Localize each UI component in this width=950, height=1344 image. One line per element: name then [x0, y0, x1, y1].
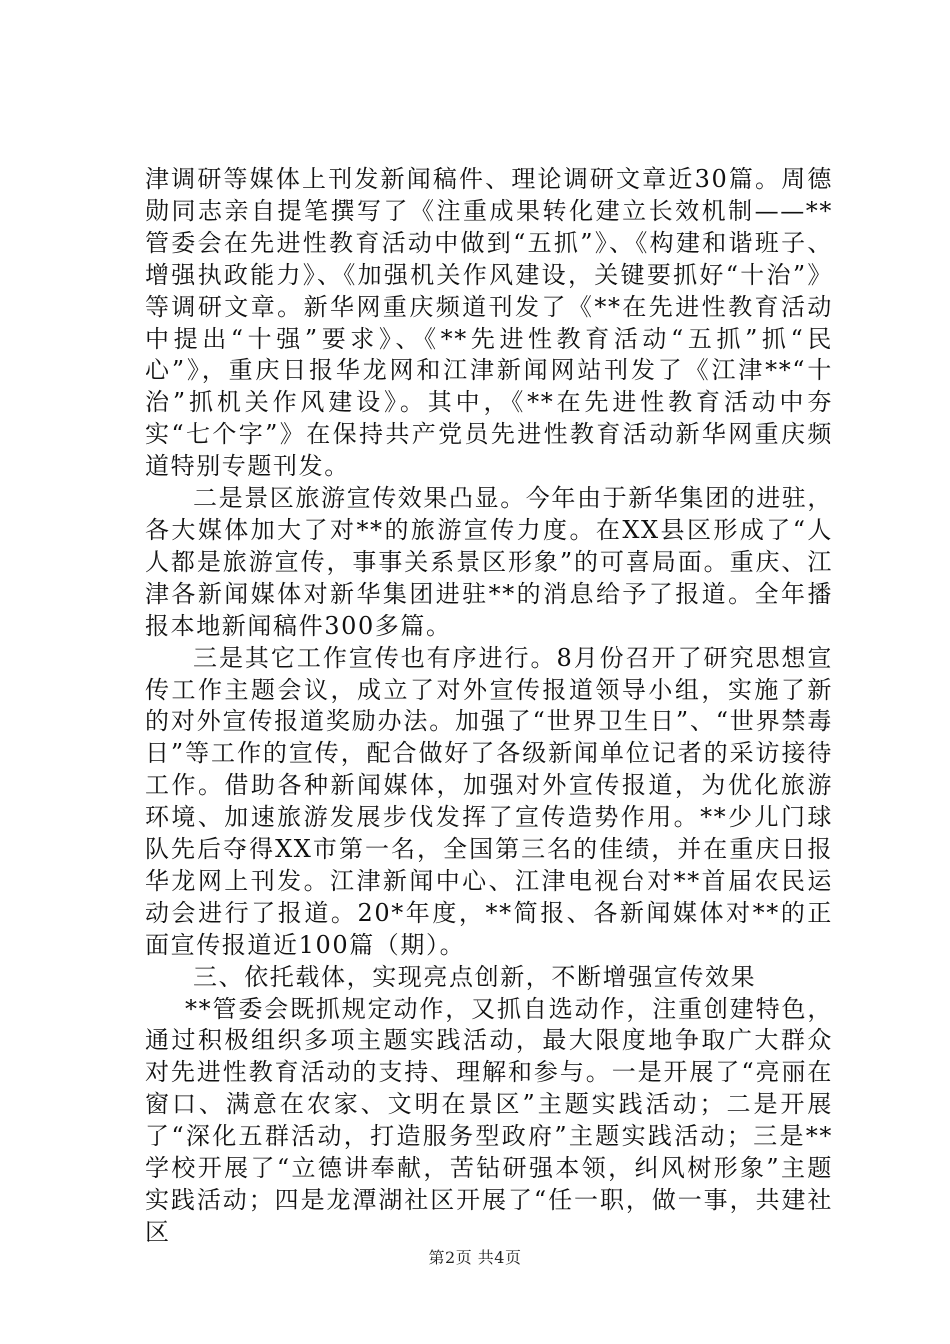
paragraph-practice-activities: **管委会既抓规定动作，又抓自选动作，注重创建特色，通过积极组织多项主题实践活动，最大限度地争取广大群众对先进性教育活动的支持、理解和参与。一是开展了“亮丽在窗口、满意在农家、文明在景区”主题实践活动；二是开展了“深化五群活动，打造服务型政府”主题实践活动；三是**学校开展了“立德讲奉献，苦钻研强本领，纠风树形象”主题实践活动；四是龙潭湖社区开展了“任一职，做一事，共建社区	[145, 994, 833, 1246]
document-body	[145, 164, 833, 1249]
paragraph-continuation: 津调研等媒体上刊发新闻稿件、理论调研文章近30篇。周德勋同志亲自提笔撰写了《注重成果转化建立长效机制——**管委会在先进性教育活动中做到“五抓”》、《构建和谐班子、增强执政能力》、《加强机关作风建设，关键要抓好“十治”》等调研文章。新华网重庆频道刊发了《**在先进性教育活动中提出“十强”要求》、《**先进性教育活动“五抓”抓“民心”》，重庆日报华龙网和江津新闻网站刊发了《江津**“十治”抓机关作风建设》。其中，《**在先进性教育活动中夯实“七个字”》在保持共产党员先进性教育活动新华网重庆频道特别专题刊发。	[145, 165, 833, 481]
page-number-footer: 第2页 共4页	[428, 1248, 522, 1267]
section-heading: 三、依托载体，实现亮点创新，不断增强宣传效果	[193, 962, 757, 991]
paragraph-other-publicity: 三是其它工作宣传也有序进行。8月份召开了研究思想宣传工作主题会议，成立了对外宣传报道领导小组，实施了新的对外宣传报道奖励办法。加强了“世界卫生日”、“世界禁毒日”等工作的宣传，配合做好了各级新闻单位记者的采访接待工作。借助各种新闻媒体，加强对外宣传报道，为优化旅游环境、加速旅游发展步伐发挥了宣传造势作用。**少儿门球队先后夺得XX市第一名，全国第三名的佳绩，并在重庆日报华龙网上刊发。江津新闻中心、江津电视台对**首届农民运动会进行了报道。20*年度，**简报、各新闻媒体对**的正面宣传报道近100篇（期）。	[145, 643, 833, 959]
paragraph-tourism-publicity: 二是景区旅游宣传效果凸显。今年由于新华集团的进驻，各大媒体加大了对**的旅游宣传力度。在XX县区形成了“人人都是旅游宣传，事事关系景区形象”的可喜局面。重庆、江津各新闻媒体对新华集团进驻**的消息给予了报道。全年播报本地新闻稿件300多篇。	[145, 484, 833, 640]
